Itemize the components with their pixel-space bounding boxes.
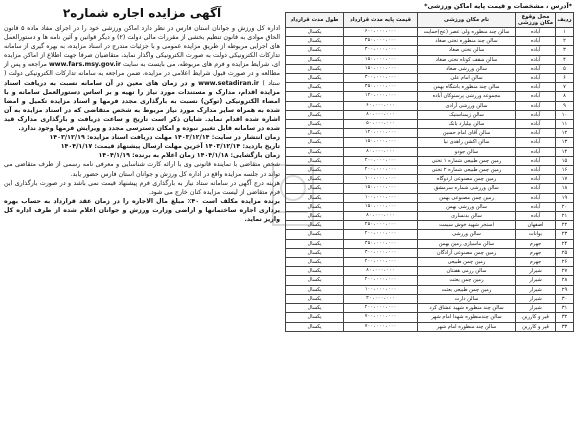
cell-index: ۸: [556, 92, 574, 101]
cell-index: ۲۴: [556, 239, 574, 248]
cell-index: ۳: [556, 46, 574, 55]
cell-price: ۱۵۰،۰۰۰،۰۰۰: [344, 138, 418, 147]
cell-index: ۱۵: [556, 156, 574, 165]
cell-city: آباده: [516, 129, 556, 138]
cell-city: قیر و کارزین: [516, 313, 556, 322]
cell-duration: یکسال: [286, 138, 344, 147]
cell-index: ۲۶: [556, 258, 574, 267]
cell-city: جهرم: [516, 258, 556, 267]
cell-index: ۲۲: [556, 221, 574, 230]
cell-index: ۷: [556, 83, 574, 92]
table-title: *آدرس ، مشخصات و قیمت پایه اماکن ورزشی*: [424, 2, 572, 10]
cell-name: زمین چمن طبیعی: [418, 258, 516, 267]
cell-name: سالن ورزشی صغاد: [418, 64, 516, 73]
table-row: [286, 92, 574, 101]
cell-duration: یکسال: [286, 166, 344, 175]
cell-price: ۱۵۰،۰۰۰،۰۰۰: [344, 184, 418, 193]
cell-name: سالن ورزشی آزادی: [418, 101, 516, 110]
table-row: [286, 120, 574, 129]
table-row: [286, 239, 574, 248]
header-index: ردیف: [556, 13, 574, 28]
cell-name: زمین چمن طبیعی شماره ۲ تختی: [418, 166, 516, 175]
cell-price: ۲۰۰،۰۰۰،۰۰۰: [344, 156, 418, 165]
paragraph-intro-c: و در زمان های معین در آن سامانه نسبت به دریافت اسناد مزایده اقدام، مدارک و مستندات مورد نیاز را تهیه و بر اساس دستورالعمل سامانه و با امضاء الکترونیکی (توکن) نسبت به بارگذاری مجدد فرمها و اسناد مزایده تکمیل و امضا شده به همراه سایر مدارک مورد نیاز مربوط به شخص متقاضی که در اسناد مزایده به آن اشاره شده اقدام نماید. شایان ذکر است تاریخ و ساعت دریافت و بارگذاری مدارک قید شده در سامانه قابل تغییر نبوده و امکان دسترسی مجدد و ویرایش فرمها وجود ندارد.: [4, 79, 280, 133]
cell-price: ۱۰۰،۰۰۰،۰۰۰: [344, 285, 418, 294]
cell-index: ۲۷: [556, 267, 574, 276]
cell-name: سالن رزمی هفتتان: [418, 267, 516, 276]
cell-duration: یکسال: [286, 83, 344, 92]
cell-price: ۳۵۰،۰۰۰،۰۰۰: [344, 37, 418, 46]
cell-name: زمین چمن مصنوعی اردوگاه: [418, 175, 516, 184]
website-link-fars[interactable]: www.fars.msy.gov.ir: [48, 61, 121, 69]
cell-name: زمین چمن مصنوعی بهمن: [418, 193, 516, 202]
cell-name: سالن امام علی: [418, 74, 516, 83]
cell-city: آباده: [516, 110, 556, 119]
cell-city: بوانات: [516, 230, 556, 239]
table-row: [286, 202, 574, 211]
cell-index: ۴: [556, 55, 574, 64]
cell-price: ۶۰۰،۰۰۰،۰۰۰: [344, 28, 418, 37]
table-row: [286, 248, 574, 257]
cell-city: آباده: [516, 212, 556, 221]
cell-index: ۱۲: [556, 129, 574, 138]
table-row: [286, 184, 574, 193]
cell-city: جهرم: [516, 239, 556, 248]
cell-name: سالن تختی صغاد: [418, 46, 516, 55]
table-row: [286, 313, 574, 322]
cell-price: ۵۰،۰۰۰،۰۰۰: [344, 120, 418, 129]
cell-city: آباده: [516, 138, 556, 147]
cell-price: ۱۲۰،۰۰۰،۰۰۰: [344, 129, 418, 138]
cell-city: شیراز: [516, 294, 556, 303]
cell-duration: یکسال: [286, 46, 344, 55]
table-row: [286, 294, 574, 303]
cell-duration: یکسال: [286, 221, 344, 230]
cell-price: ۷۰۰،۰۰۰،۰۰۰: [344, 313, 418, 322]
cell-name: سالن چند منظوره امام شهر: [418, 322, 516, 331]
table-row: [286, 230, 574, 239]
cell-name: سالن چند منظوره تختی صغاد: [418, 37, 516, 46]
cell-name: سالن چند منظوره شهید عشاق کرد: [418, 304, 516, 313]
cell-city: آباده: [516, 92, 556, 101]
table-row: [286, 37, 574, 46]
notice-paragraph-1: [4, 24, 280, 133]
cell-name: سالن ورزشی شماره سرمشق: [418, 184, 516, 193]
cell-city: آباده: [516, 55, 556, 64]
notice-column: [4, 6, 280, 224]
cell-duration: یکسال: [286, 258, 344, 267]
cell-index: ۹: [556, 101, 574, 110]
cell-duration: یکسال: [286, 175, 344, 184]
cell-price: ۱۵۰،۰۰۰،۰۰۰: [344, 202, 418, 211]
cell-name: سالن بیلیارد بانک: [418, 120, 516, 129]
cell-index: ۱۳: [556, 138, 574, 147]
date-publish: زمان انتشار در سایت: ۱۴۰۳/۱۲/۱۴ مهلت دریافت اسناد مزایده: ۱۴۰۳/۱۲/۱۹: [49, 134, 280, 142]
cell-city: آباده: [516, 37, 556, 46]
table-row: [286, 267, 574, 276]
date-deadline: تاریخ بازدید: ۱۴۰۳/۱۲/۱۴ آخرین مهلت ارسال پیشنهاد قیمت: ۱۴۰۴/۱/۱۷: [60, 143, 280, 151]
cell-name: سالن دارت: [418, 294, 516, 303]
table-row: [286, 258, 574, 267]
table-row: [286, 322, 574, 331]
cell-name: استخر شهید خوش سیمت: [418, 221, 516, 230]
cell-duration: یکسال: [286, 120, 344, 129]
cell-name: سالن ماسیاژی زمین بهمن: [418, 239, 516, 248]
table-row: [286, 46, 574, 55]
cell-name: زمین چمن مصنوعی آزادگان: [418, 248, 516, 257]
paragraph-intro: اداره کل ورزش و جوانان استان فارس در نظر دارد اماکن ورزشی خود را در اجرای مفاد ماده ۵ قانون الحاق موادی به قانون تنظیم بخشی از مقررات مالی دولت (۲) و دیگر قوانین و آئین نامه ها و دستورالعمل های اجرایی مربوطه از طریق مزایده عمومی و با جزئیات مندرج در اسناد مزایده، به بهره گیری از سامانه تدارکات الکترونیکی دولت به صورت الکترونیکی واگذار نماید، متقاضیان صرفا جهت اطلاع از اماکن مزایده ای، شرایط مزایده و فرم های مربوطه، می بایست به سایت: [4, 25, 280, 69]
cell-city: آباده: [516, 147, 556, 156]
cell-name: زمین چمن بعثت: [418, 276, 516, 285]
cell-duration: یکسال: [286, 101, 344, 110]
table-row: [286, 175, 574, 184]
cell-city: آباده: [516, 166, 556, 175]
cell-name: سالن چند منظوره ولی عصر (عج)حمایت: [418, 28, 516, 37]
cell-index: ۲۸: [556, 276, 574, 285]
cell-name: سالن جودو: [418, 147, 516, 156]
cell-city: آباده: [516, 193, 556, 202]
cell-price: ۳۰،۰۰۰،۰۰۰: [344, 294, 418, 303]
cell-price: ۱۲۰،۰۰۰،۰۰۰: [344, 92, 418, 101]
table-row: [286, 64, 574, 73]
table-row: [286, 129, 574, 138]
cell-index: ۲۳: [556, 230, 574, 239]
cell-index: ۵: [556, 64, 574, 73]
cell-city: آباده: [516, 202, 556, 211]
cell-duration: یکسال: [286, 184, 344, 193]
cell-city: آباده: [516, 64, 556, 73]
cell-duration: یکسال: [286, 92, 344, 101]
cell-duration: یکسال: [286, 212, 344, 221]
notice-paragraph-4: برنده مزایده مکلف است ۴۰٪ مبلغ مال الاجاره را در زمان عقد قرارداد به حساب بهره برداری اجاره ساختمانها و اراضی وزارت ورزش و جوانان اعلام شده از طرف اداره کل واریز نماید.: [4, 197, 280, 223]
cell-price: ۱۵۰،۰۰۰،۰۰۰: [344, 64, 418, 73]
cell-duration: یکسال: [286, 74, 344, 83]
cell-name: سالن آقای امام حسین: [418, 129, 516, 138]
cell-price: ۳۰۰،۰۰۰،۰۰۰: [344, 74, 418, 83]
cell-city: جهرم: [516, 248, 556, 257]
cell-name: سالن بدنسازی: [418, 212, 516, 221]
table-row: [286, 28, 574, 37]
cell-price: ۸۰،۰۰۰،۰۰۰: [344, 212, 418, 221]
cell-price: ۳۰۰،۰۰۰،۰۰۰: [344, 248, 418, 257]
cell-duration: یکسال: [286, 147, 344, 156]
table-row: [286, 285, 574, 294]
header-city: محل وقوع مکان ورزشی: [516, 13, 556, 28]
table-row: [286, 221, 574, 230]
table-row: [286, 138, 574, 147]
table-row: [286, 110, 574, 119]
cell-city: آباده: [516, 156, 556, 165]
date-opening: زمان بازگشایی: ۱۴۰۴/۱/۱۸ زمان اعلام به برنده: ۱۴۰۴/۱/۱۹: [98, 152, 280, 160]
cell-duration: یکسال: [286, 267, 344, 276]
cell-price: ۶۰،۰۰۰،۰۰۰: [344, 101, 418, 110]
cell-index: ۱۹: [556, 193, 574, 202]
table-row: [286, 55, 574, 64]
header-duration: طول مدت قرارداد: [286, 13, 344, 28]
cell-name: سالن ژیمناستیک: [418, 110, 516, 119]
cell-price: ۸۰،۰۰۰،۰۰۰: [344, 267, 418, 276]
venues-table-section: [286, 2, 574, 332]
table-row: [286, 147, 574, 156]
cell-duration: یکسال: [286, 55, 344, 64]
cell-price: ۲۰۰،۰۰۰،۰۰۰: [344, 304, 418, 313]
cell-name: سالن اکشن زاهدی نیا: [418, 138, 516, 147]
cell-index: ۲۹: [556, 285, 574, 294]
cell-index: ۲۵: [556, 248, 574, 257]
cell-city: آباده: [516, 28, 556, 37]
cell-duration: یکسال: [286, 110, 344, 119]
cell-index: ۲۰: [556, 202, 574, 211]
cell-name: سالن سقف کوتاه تختی صغاد: [418, 55, 516, 64]
cell-duration: یکسال: [286, 202, 344, 211]
cell-price: ۱۵۰،۰۰۰،۰۰۰: [344, 55, 418, 64]
notice-title: آگهی مزایده اجاره شماره۲: [62, 6, 222, 20]
cell-price: ۳۵۰،۰۰۰،۰۰۰: [344, 83, 418, 92]
cell-name: سالن چند منظوره باشگاه بهمن: [418, 83, 516, 92]
venues-table: [285, 12, 574, 332]
cell-price: ۷۰۰،۰۰۰،۰۰۰: [344, 322, 418, 331]
cell-duration: یکسال: [286, 239, 344, 248]
cell-city: آباده: [516, 74, 556, 83]
cell-index: ۱۶: [556, 166, 574, 175]
cell-city: آباده: [516, 120, 556, 129]
cell-duration: یکسال: [286, 193, 344, 202]
cell-index: ۶: [556, 74, 574, 83]
cell-name: زمین چمن طبیعی شماره ۱ تختی: [418, 156, 516, 165]
cell-duration: یکسال: [286, 28, 344, 37]
cell-duration: یکسال: [286, 276, 344, 285]
table-row: [286, 166, 574, 175]
table-row: [286, 101, 574, 110]
cell-name: سالن ورزشی: [418, 230, 516, 239]
cell-price: ۲۰۰،۰۰۰،۰۰۰: [344, 258, 418, 267]
cell-index: ۲۱: [556, 212, 574, 221]
cell-index: ۱: [556, 28, 574, 37]
cell-city: آباده: [516, 83, 556, 92]
cell-city: شیراز: [516, 276, 556, 285]
table-row: [286, 83, 574, 92]
header-name: نام مکان ورزشی: [418, 13, 516, 28]
table-row: [286, 276, 574, 285]
cell-price: ۱۰۰،۰۰۰،۰۰۰: [344, 193, 418, 202]
cell-index: ۳۳: [556, 322, 574, 331]
cell-city: اصفهان: [516, 221, 556, 230]
cell-city: قیر و کارزین: [516, 322, 556, 331]
notice-body: [4, 24, 280, 224]
cell-price: ۲۰۰،۰۰۰،۰۰۰: [344, 166, 418, 175]
cell-duration: یکسال: [286, 285, 344, 294]
cell-index: ۱۰: [556, 110, 574, 119]
cell-city: آباده: [516, 175, 556, 184]
website-link-setad[interactable]: www.setadiran.ir: [198, 79, 260, 87]
notice-paragraph-3: هزینه درج آگهی در سامانه ستاد نیاز به بارگذاری فرم پیشنهاد قیمت نمی باشد و در صورت بارگذاری این فرم متقاضی از لیست مزایده کنان خارج می شود.: [4, 179, 280, 196]
cell-city: آباده: [516, 101, 556, 110]
cell-duration: یکسال: [286, 64, 344, 73]
cell-name: مجموعه ورزشی پرستوکان آباده: [418, 92, 516, 101]
cell-index: ۳۱: [556, 304, 574, 313]
table-row: [286, 212, 574, 221]
cell-duration: یکسال: [286, 322, 344, 331]
cell-index: ۱۸: [556, 184, 574, 193]
cell-index: ۱۷: [556, 175, 574, 184]
cell-name: سالن ورزشی بهمن: [418, 202, 516, 211]
cell-index: ۳۲: [556, 313, 574, 322]
table-row: [286, 74, 574, 83]
cell-duration: یکسال: [286, 156, 344, 165]
notice-paragraph-2: شخص متقاضی با نماینده قانونی وی با ارائه کارت شناسایی و معرفی نامه رسمی از طرف متقاضی می تواند در جلسه مزایده واقع در اداره کل ورزش و جوانان استان فارس حضور یابد.: [4, 161, 280, 178]
cell-price: ۳۵۰،۰۰۰،۰۰۰: [344, 239, 418, 248]
cell-duration: یکسال: [286, 129, 344, 138]
paragraph-intro-b: مراجعه و پس از مطالعه و در صورت قبول شرایط اعلامی در مزایده، ضمن مراجعه به سامانه تدارکات الکترونیکی دولت ( ستاد ): [4, 61, 280, 87]
table-row: [286, 193, 574, 202]
cell-index: ۱۱: [556, 120, 574, 129]
cell-price: ۱۰۰،۰۰۰،۰۰۰: [344, 175, 418, 184]
table-header-row: [286, 13, 574, 28]
cell-price: ۳۰۰،۰۰۰،۰۰۰: [344, 46, 418, 55]
table-body: [286, 28, 574, 332]
cell-name: زمین چمن طبیعی بعثت: [418, 285, 516, 294]
cell-city: آباده: [516, 46, 556, 55]
cell-city: شیراز: [516, 267, 556, 276]
cell-price: ۲۰۰،۰۰۰،۰۰۰: [344, 230, 418, 239]
cell-name: سالن چندمنظوره شهدا امام شهر: [418, 313, 516, 322]
cell-duration: یکسال: [286, 248, 344, 257]
cell-duration: یکسال: [286, 313, 344, 322]
cell-price: ۲۰۰،۰۰۰،۰۰۰: [344, 276, 418, 285]
header-price: قیمت پایه مدت قرارداد: [344, 13, 418, 28]
cell-duration: یکسال: [286, 294, 344, 303]
cell-index: ۳۰: [556, 294, 574, 303]
cell-price: ۸۰،۰۰۰،۰۰۰: [344, 110, 418, 119]
cell-index: ۱۴: [556, 147, 574, 156]
cell-duration: یکسال: [286, 230, 344, 239]
cell-city: شیراز: [516, 304, 556, 313]
cell-duration: یکسال: [286, 304, 344, 313]
table-row: [286, 304, 574, 313]
cell-index: ۲: [556, 37, 574, 46]
cell-duration: یکسال: [286, 37, 344, 46]
cell-city: شیراز: [516, 285, 556, 294]
cell-price: ۲۵۰،۰۰۰،۰۰۰: [344, 221, 418, 230]
table-row: [286, 156, 574, 165]
cell-price: ۸۰،۰۰۰،۰۰۰: [344, 147, 418, 156]
cell-city: آباده: [516, 184, 556, 193]
